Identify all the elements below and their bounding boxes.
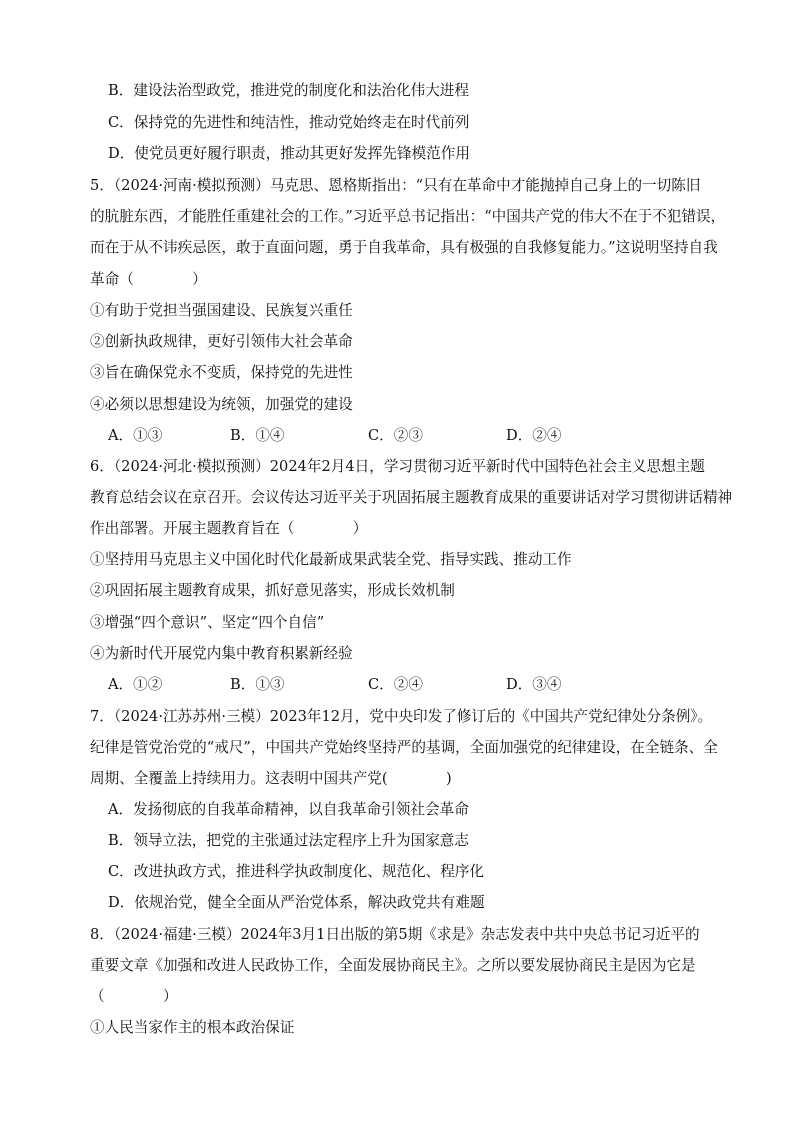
q6-stem-line-1: 6．（2024·河北·模拟预测）2024年2月4日，学习贯彻习近平新时代中国特色社会主义思想主题	[90, 458, 705, 475]
q5-statement-3: ③旨在确保党永不变质，保持党的先进性	[90, 364, 353, 381]
q7-stem-line-1: 7．（2024·江苏苏州·三模）2023年12月，党中央印发了修订后的《中国共产党纪律处分条例》。	[90, 708, 713, 725]
q5-choice-a: A．①③	[108, 427, 163, 444]
q5-choice-b: B．①④	[230, 427, 285, 444]
q8-statement-1: ①人民当家作主的根本政治保证	[90, 1019, 295, 1036]
q7-stem-line-3: 周期、全覆盖上持续用力。这表明中国共产党( )	[90, 770, 452, 787]
q5-stem-line-3: 而在于从不讳疾忌医，敢于直面问题，勇于自我革命，具有极强的自我修复能力。”这说明坚持自我	[90, 239, 718, 256]
q5-statement-1: ①有助于党担当强国建设、民族复兴重任	[90, 302, 353, 319]
q6-stem-line-3: 作出部署。开展主题教育旨在（ ）	[90, 520, 368, 537]
q5-stem-line-2: 的肮脏东西，才能胜任重建社会的工作。”习近平总书记指出：“中国共产党的伟大不在于不犯错误，	[90, 208, 726, 225]
q4-option-b: B．建设法治型政党，推进党的制度化和法治化伟大进程	[108, 82, 469, 99]
q5-stem-line-1: 5．（2024·河南·模拟预测）马克思、恩格斯指出：“只有在革命中才能抛掉自己身上的一切陈旧	[90, 177, 701, 194]
q5-statement-4: ④必须以思想建设为统领，加强党的建设	[90, 396, 353, 413]
q5-choice-d: D．②④	[506, 427, 562, 444]
q5-stem-line-4: 革命（ ）	[90, 271, 207, 288]
q7-option-b: B．领导立法，把党的主张通过法定程序上升为国家意志	[108, 832, 469, 849]
q6-choice-a: A．①②	[108, 676, 163, 693]
q8-stem-line-1: 8．（2024·福建·三模）2024年3月1日出版的第5期《求是》杂志发表中共中央总书记习近平的	[90, 926, 700, 943]
q6-statement-2: ②巩固拓展主题教育成果，抓好意见落实，形成长效机制	[90, 582, 455, 599]
q4-option-d: D．使党员更好履行职责，推动其更好发挥先锋模范作用	[108, 145, 470, 162]
q6-stem-line-2: 教育总结会议在京召开。会议传达习近平关于巩固拓展主题教育成果的重要讲话对学习贯彻讲话精神	[90, 489, 733, 506]
q7-option-d: D．依规治党，健全全面从严治党体系，解决政党共有难题	[108, 894, 485, 911]
q6-choice-d: D．③④	[506, 676, 562, 693]
q6-statement-1: ①坚持用马克思主义中国化时代化最新成果武装全党、指导实践、推动工作	[90, 551, 572, 568]
q5-statement-2: ②创新执政规律，更好引领伟大社会革命	[90, 333, 353, 350]
q6-choice-c: C．②④	[368, 676, 423, 693]
q8-stem-line-2: 重要文章《加强和改进人民政协工作，全面发展协商民主》。之所以要发展协商民主是因为它是	[90, 957, 696, 974]
q6-statement-3: ③增强“四个意识”、坚定“四个自信”	[90, 614, 325, 631]
q4-option-c: C．保持党的先进性和纯洁性，推动党始终走在时代前列	[108, 114, 470, 131]
q8-stem-line-3: （ ）	[90, 988, 178, 1005]
q7-option-a: A．发扬彻底的自我革命精神，以自我革命引领社会革命	[108, 801, 469, 818]
q6-statement-4: ④为新时代开展党内集中教育积累新经验	[90, 645, 353, 662]
q5-choice-c: C．②③	[368, 427, 423, 444]
q6-choice-b: B．①③	[230, 676, 285, 693]
q7-option-c: C．改进执政方式，推进科学执政制度化、规范化、程序化	[108, 863, 485, 880]
q7-stem-line-2: 纪律是管党治党的“戒尺”，中国共产党始终坚持严的基调，全面加强党的纪律建设，在全链条、全	[90, 739, 718, 756]
